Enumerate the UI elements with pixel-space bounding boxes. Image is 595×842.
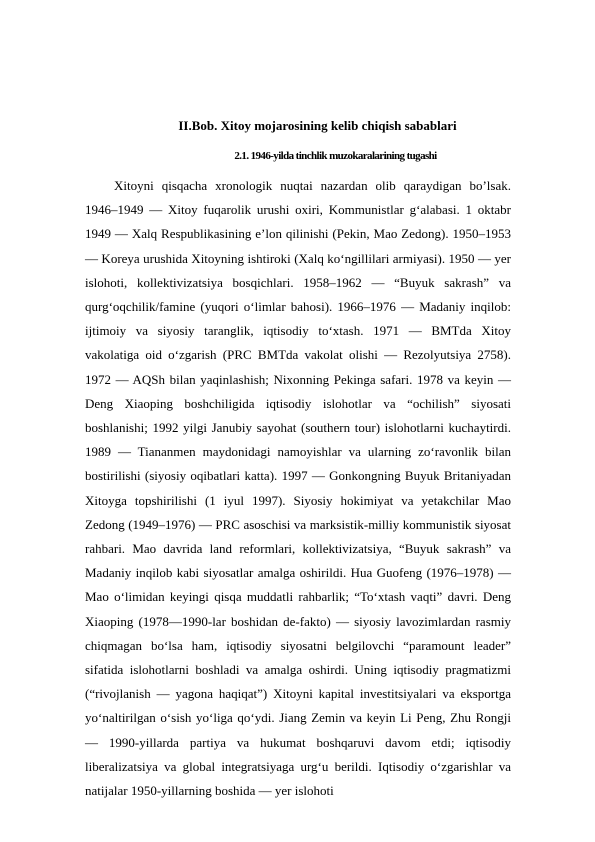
chapter-title: II.Bob. Xitoy mojarosining kelib chiqish sabablari (178, 118, 457, 133)
body-paragraph: Xitoyni qisqacha xronologik nuqtai nazardan olib qaraydigan bo’lsak. 1946–1949 — Xitoy fuqarolik urushi oxiri, Kommunistlar g‘alabasi. 1 oktabr 1949 — Xalq Respublikasining e’lon qilinishi (Pekin, Mao Zedong). 1950–1953 — Koreya urushida Xitoyning ishtiroki (Xalq ko‘ngillilari armiyasi). 1950 — yer islohoti, kollektivizatsiya bosqichlari. 1958–1962 — “Buyuk sakrash” va qurg‘oqchilik/famine (yuqori o‘limlar bahosi). 1966–1976 — Madaniy inqilob: ijtimoiy va siyosiy taranglik, iqtisodiy to‘xtash. 1971 — BMTda Xitoy vakolatiga oid o‘zgarish (PRC BMTda vakolat olishi — Rezolyutsiya 2758). 1972 — AQSh bilan yaqinlashish; Nixonning Pekinga safari. 1978 va keyin — Deng Xiaoping boshchiligida iqtisodiy islohotlar va “ochilish” siyosati boshlanishi; 1992 yilgi Janubiy sayohat (southern tour) islohotlarni kuchaytirdi. 1989 — Tiananmen maydonidagi namoyishlar va ularning zo‘ravonlik bilan bostirilishi (siyosiy oqibatlari katta). 1997 — Gonkongning Buyuk Britaniyadan Xitoyga topshirilishi (1 iyul 1997). Siyosiy hokimiyat va yetakchilar Mao Zedong (1949–1976) — PRC asoschisi va marksistik-milliy kommunistik siyosat rahbari. Mao davrida land reformlari, kollektivizatsiya, “Buyuk sakrash” va Madaniy inqilob kabi siyosatlar amalga oshirildi. Hua Guofeng (1976–1978) — Mao o‘limidan keyingi qisqa muddatli rahbarlik; “To‘xtash vaqti” davri. Deng Xiaoping (1978—1990-lar boshidan de-fakto) — siyosiy lavozimlardan rasmiy chiqmagan bo‘lsa ham, iqtisodiy siyosatni belgilovchi “paramount leader” sifatida islohotlarni boshladi va amalga oshirdi. Uning iqtisodiy pragmatizmi (“rivojlanish — yagona haqiqat”) Xitoyni kapital investitsiyalari va eksportga yo‘naltirilgan o‘sish yo‘liga qo‘ydi. Jiang Zemin va keyin Li Peng, Zhu Rongji — 1990-yillarda partiya va hukumat boshqaruvi davom etdi; iqtisodiy liberalizatsiya va global integratsiyaga urg‘u berildi. Iqtisodiy o‘zgarishlar va natijalar 1950-yillarning boshida — yer islohoti (85, 178, 511, 799)
section-title: 2.1. 1946-yilda tinchlik muzokaralarining tugashi (234, 150, 437, 162)
